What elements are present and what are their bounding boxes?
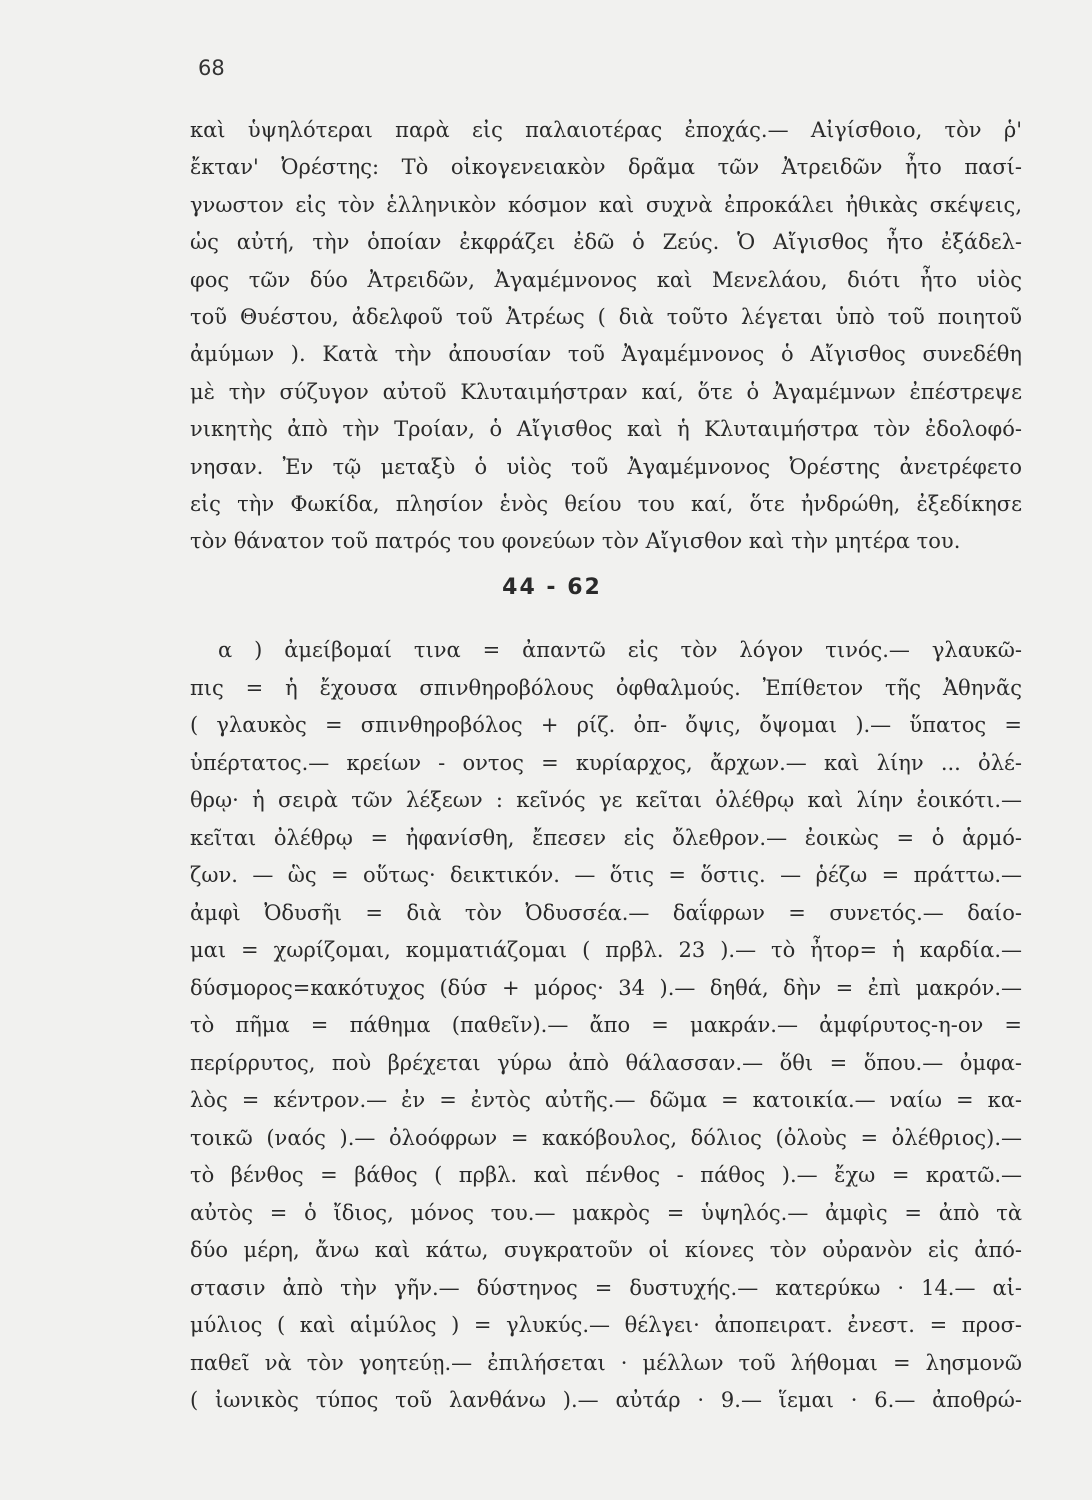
glossary-line: περίρρυτος, ποὺ βρέχεται γύρω ἀπὸ θάλασσαν.— ὅθι = ὅπου.— ὀμφα- bbox=[190, 1050, 1022, 1075]
text-line: νικητὴς ἀπὸ τὴν Τροίαν, ὁ Αἴγισθος καὶ ἡ Κλυταιμήστρα τὸν ἐδολοφό- bbox=[190, 417, 1022, 442]
text-line: ἀμύμων ). Κατὰ τὴν ἀπουσίαν τοῦ Ἀγαμέμνονος ὁ Αἴγισθος συνεδέθη bbox=[190, 342, 1022, 367]
text-line: εἰς τὴν Φωκίδα, πλησίον ἑνὸς θείου του καί, ὅτε ἠνδρώθη, ἐξεδίκησε bbox=[190, 492, 1022, 517]
glossary-line: δύσμορος=κακότυχος (δύσ + μόρος· 34 ).— δηθά, δὴν = ἐπὶ μακρόν.— bbox=[190, 975, 1022, 1000]
glossary-line: κεῖται ὀλέθρῳ = ἠφανίσθη, ἔπεσεν εἰς ὄλεθρον.— ἐοικὼς = ὁ ἁρμό- bbox=[190, 825, 1022, 850]
glossary-line: στασιν ἀπὸ τὴν γῆν.— δύστηνος = δυστυχής.— κατερύκω · 14.— αἱ- bbox=[190, 1275, 1022, 1300]
text-line: νησαν. Ἐν τῷ μεταξὺ ὁ υἱὸς τοῦ Ἀγαμέμνονος Ὀρέστης ἀνετρέφετο bbox=[190, 454, 1022, 479]
glossary-line: ἀμφὶ Ὀδυσῆι = διὰ τὸν Ὀδυσσέα.— δαΐφρων = συνετός.— δαίο- bbox=[190, 900, 1022, 925]
glossary-line: μύλιος ( καὶ αἱμύλος ) = γλυκύς.— θέλγει· ἀποπειρατ. ἐνεστ. = προσ- bbox=[190, 1313, 1022, 1337]
glossary-line: ὑπέρτατος.— κρείων - οντος = κυρίαρχος, ἄρχων.— καὶ λίην ... ὀλέ- bbox=[190, 750, 1022, 775]
section-heading-text: 44 - 62 bbox=[502, 575, 602, 600]
glossary-block bbox=[190, 632, 1022, 1420]
glossary-line: λὸς = κέντρον.— ἐν = ἐντὸς αὐτῆς.— δῶμα = κατοικία.— ναίω = κα- bbox=[190, 1088, 1022, 1112]
text-line: καὶ ὑψηλότεραι παρὰ εἰς παλαιοτέρας ἐποχάς.— Αἰγίσθοιο, τὸν ῥ' bbox=[190, 118, 1022, 142]
glossary-line: α ) ἀμείβομαί τινα = ἀπαντῶ εἰς τὸν λόγον τινός.— γλαυκῶ- bbox=[218, 638, 1022, 662]
glossary-line: ζων. — ὣς = οὕτως· δεικτικόν. — ὅτις = ὅστις. — ῥέζω = πράττω.— bbox=[190, 863, 1022, 887]
text-line: ὡς αὐτή, τὴν ὁποίαν ἐκφράζει ἐδῶ ὁ Ζεύς. Ὁ Αἴγισθος ἦτο ἐξάδελ- bbox=[190, 230, 1022, 255]
text-line: μὲ τὴν σύζυγον αὐτοῦ Κλυταιμήστραν καί, ὅτε ὁ Ἀγαμέμνων ἐπέστρεψε bbox=[190, 379, 1022, 404]
text-line: τὸν θάνατον τοῦ πατρός του φονεύων τὸν Αἴγισθον καὶ τὴν μητέρα του. bbox=[190, 529, 961, 554]
text-line: φος τῶν δύο Ἀτρειδῶν, Ἀγαμέμνονος καὶ Μενελάου, διότι ἦτο υἱὸς bbox=[190, 267, 1022, 292]
commentary-paragraph bbox=[190, 112, 1022, 561]
glossary-line: αὐτὸς = ὁ ἴδιος, μόνος του.— μακρὸς = ὑψηλός.— ἀμφὶς = ἀπὸ τὰ bbox=[190, 1200, 1022, 1225]
page-number: 68 bbox=[198, 56, 225, 80]
glossary-line: πις = ἡ ἔχουσα σπινθηροβόλους ὀφθαλμούς. Ἐπίθετον τῆς Ἀθηνᾶς bbox=[190, 675, 1022, 700]
section-heading bbox=[0, 575, 1092, 600]
glossary-line: τὸ βένθος = βάθος ( πρβλ. καὶ πένθος - πάθος ).— ἔχω = κρατῶ.— bbox=[190, 1163, 1022, 1187]
glossary-line: δύο μέρη, ἄνω καὶ κάτω, συγκρατοῦν οἱ κίονες τὸν οὐρανὸν εἰς ἀπό- bbox=[190, 1238, 1022, 1262]
glossary-line: παθεῖ νὰ τὸν γοητεύῃ.— ἐπιλήσεται · μέλλων τοῦ λήθομαι = λησμονῶ bbox=[190, 1350, 1022, 1375]
text-line: τοῦ Θυέστου, ἀδελφοῦ τοῦ Ἀτρέως ( διὰ τοῦτο λέγεται ὑπὸ τοῦ ποιητοῦ bbox=[190, 305, 1022, 330]
text-line: ἔκταν' Ὀρέστης: Τὸ οἰκογενειακὸν δρᾶμα τῶν Ἀτρειδῶν ἦτο πασί- bbox=[190, 155, 1022, 180]
glossary-line: θρῳ· ἡ σειρὰ τῶν λέξεων : κεῖνός γε κεῖται ὀλέθρῳ καὶ λίην ἐοικότι.— bbox=[190, 788, 1022, 812]
glossary-line: μαι = χωρίζομαι, κομματιάζομαι ( πρβλ. 23 ).— τὸ ἦτορ= ἡ καρδία.— bbox=[190, 938, 1022, 962]
text-line: γνωστον εἰς τὸν ἑλληνικὸν κόσμον καὶ συχνὰ ἐπροκάλει ἠθικὰς σκέψεις, bbox=[190, 192, 1022, 217]
glossary-line: ( γλαυκὸς = σπινθηροβόλος + ρίζ. ὀπ- ὄψις, ὄψομαι ).— ὕπατος = bbox=[190, 713, 1022, 737]
glossary-line: τοικῶ (ναός ).— ὀλοόφρων = κακόβουλος, δόλιος (ὀλοὺς = ὀλέθριος).— bbox=[190, 1125, 1022, 1150]
glossary-line: τὸ πῆμα = πάθημα (παθεῖν).— ἄπο = μακράν.— ἀμφίρυτος-η-ον = bbox=[190, 1013, 1022, 1037]
glossary-line: ( ἰωνικὸς τύπος τοῦ λανθάνω ).— αὐτάρ · 9.— ἵεμαι · 6.— ἀποθρώ- bbox=[190, 1388, 1022, 1412]
